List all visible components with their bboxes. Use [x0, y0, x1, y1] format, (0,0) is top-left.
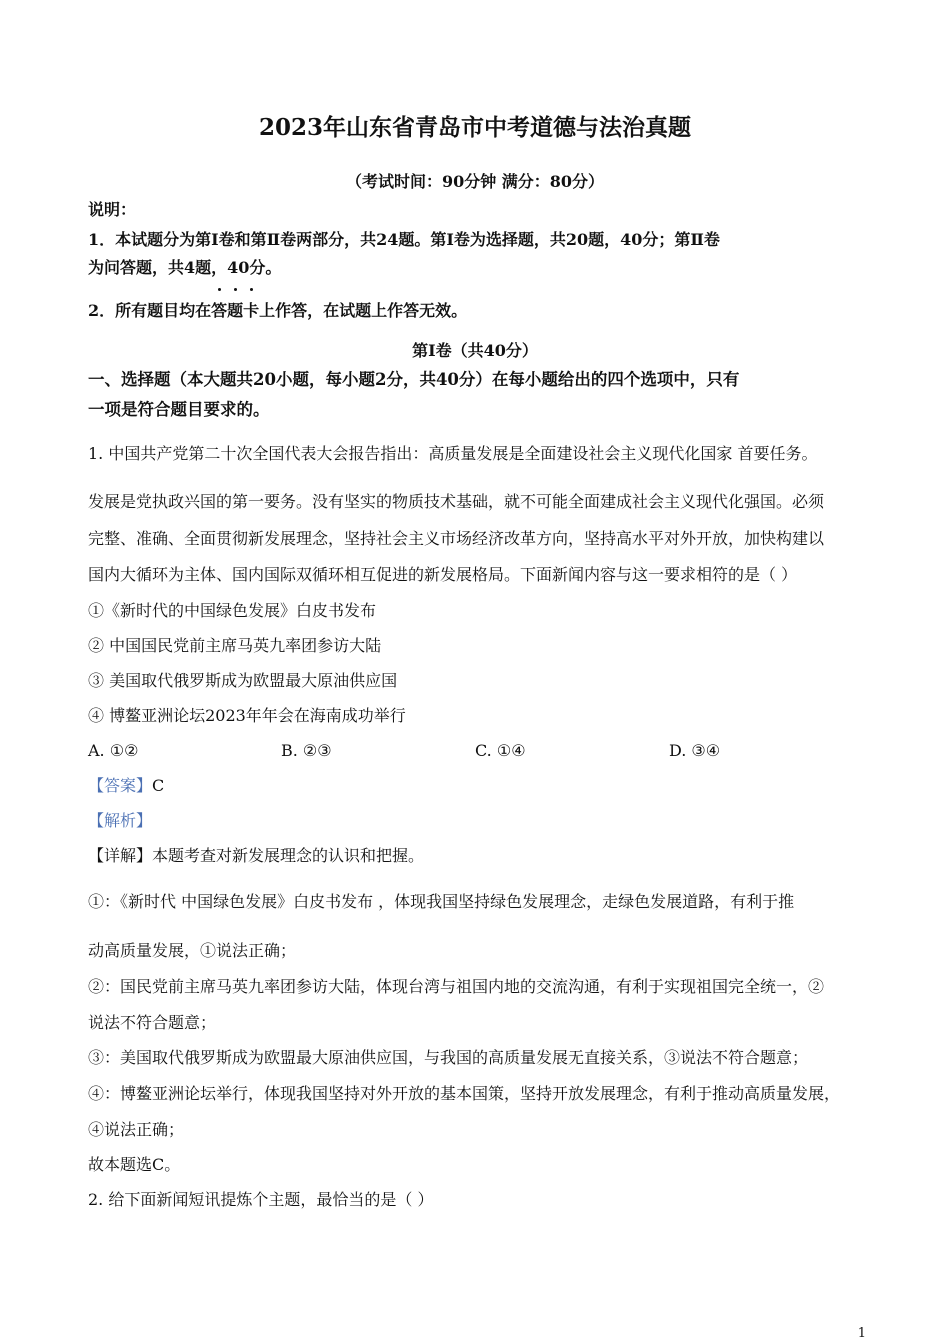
- q1-detail-6: ③：美国取代俄罗斯成为欧盟最大原油供应国，与我国的高质量发展无直接关系，③说法不符合题意；: [88, 1048, 809, 1067]
- q1-detail-9: 故本题选C。: [88, 1155, 181, 1174]
- q1-detail-4: ②：国民党前主席马英九率团参访大陆，体现台湾与祖国内地的交流沟通，有利于实现祖国完全统一，②: [88, 977, 825, 996]
- instruction-2: [88, 303, 467, 319]
- section-heading-line-2: 一项是符合题目要求的。: [88, 400, 270, 419]
- instruction-1-line-1: 1．本试题分为第I卷和第Ⅱ卷两部分，共24题。第I卷为选择题，共20题，40分；第Ⅱ卷: [88, 230, 720, 249]
- instruction-1-line-2: 为问答题，共4题，40分。: [88, 258, 282, 277]
- document-title: 2023年山东省青岛市中考道德与法治真题: [258, 114, 691, 141]
- emphasized-answer-card: 答题卡: [211, 301, 259, 320]
- q1-option-d: D. ③④: [669, 741, 721, 760]
- q1-stem-line-3: 完整、准确、全面贯彻新发展理念，坚持社会主义市场经济改革方向，坚持高水平对外开放，加快构建以: [88, 529, 825, 548]
- q1-item-4: ④ 博鳌亚洲论坛2023年年会在海南成功举行: [88, 706, 406, 725]
- instructions-heading: 说明：: [88, 200, 137, 219]
- q1-option-c: C. ①④: [475, 741, 526, 760]
- volume-title: 第I卷（共40分）: [412, 341, 538, 360]
- q1-stem-line-1: 1. 中国共产党第二十次全国代表大会报告指出：高质量发展是全面建设社会主义现代化国家 首要任务。: [88, 444, 818, 463]
- analysis-tag: 【解析】: [88, 811, 153, 830]
- answer-tag: 【答案】: [88, 776, 153, 795]
- q1-stem-line-4: 国内大循环为主体、国内国际双循环相互促进的新发展格局。下面新闻内容与这一要求相符的是（ ）: [88, 565, 798, 584]
- exam-info: （考试时间：90分钟 满分：80分）: [345, 172, 605, 191]
- q1-option-b: B. ②③: [281, 741, 332, 760]
- instruction-2-after: 上作答，在试题上作答无效。: [259, 301, 468, 320]
- q1-item-3: ③ 美国取代俄罗斯成为欧盟最大原油供应国: [88, 671, 398, 690]
- q1-answer: [88, 778, 164, 794]
- answer-value: C: [152, 776, 165, 795]
- q2-stem: 2. 给下面新闻短讯提炼个主题，最恰当的是（ ）: [88, 1190, 434, 1209]
- q1-detail-2: ①：《新时代 中国绿色发展》白皮书发布 ，体现我国坚持绿色发展理念，走绿色发展道路，有利于推: [88, 892, 795, 911]
- q1-item-2: ② 中国国民党前主席马英九率团参访大陆: [88, 636, 382, 655]
- q1-option-a: A. ①②: [88, 741, 139, 760]
- emphasis-dots: [211, 288, 259, 291]
- q1-detail-1: 【详解】本题考查对新发展理念的认识和把握。: [88, 846, 425, 865]
- instruction-2-before: 2．所有题目均在: [88, 301, 212, 320]
- q1-detail-3: 动高质量发展，①说法正确；: [88, 941, 297, 960]
- q1-detail-5: 说法不符合题意；: [88, 1013, 217, 1032]
- section-heading-line-1: 一、选择题（本大题共20小题，每小题2分，共40分）在每小题给出的四个选项中，只有: [88, 370, 740, 389]
- q1-detail-8: ④说法正确；: [88, 1120, 185, 1139]
- q1-stem-line-2: 发展是党执政兴国的第一要务。没有坚实的物质技术基础，就不可能全面建成社会主义现代化强国。必须: [88, 492, 825, 511]
- q1-item-1: ①《新时代的中国绿色发展》白皮书发布: [88, 601, 377, 620]
- q1-detail-7: ④：博鳌亚洲论坛举行，体现我国坚持对外开放的基本国策，坚持开放发展理念，有利于推动高质量发展，: [88, 1084, 841, 1103]
- page-number: 1: [857, 1326, 866, 1341]
